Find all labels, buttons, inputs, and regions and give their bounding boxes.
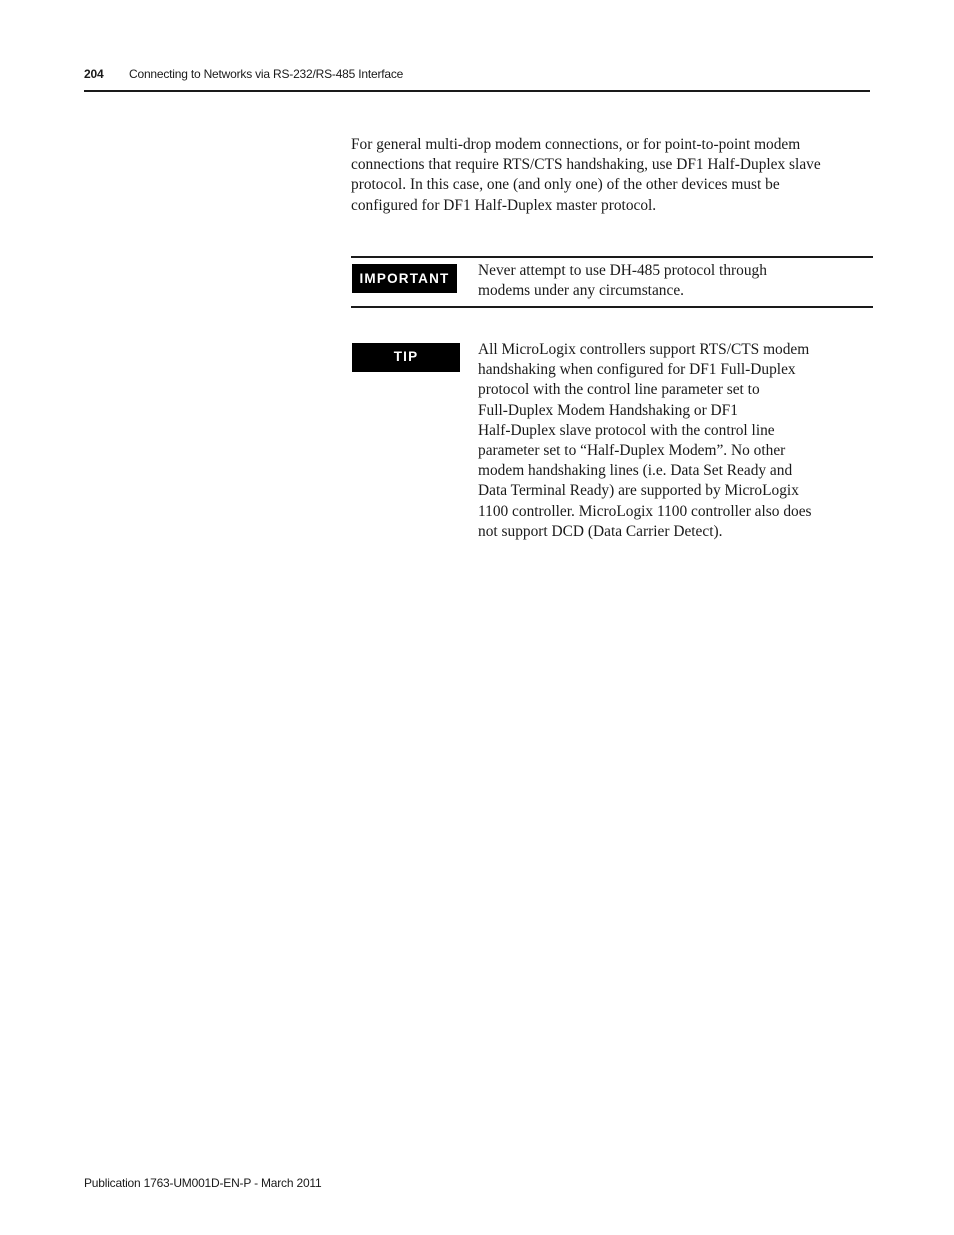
tip-line: not support DCD (Data Carrier Detect). [478, 522, 723, 540]
tip-line: 1100 controller. MicroLogix 1100 controller also does [478, 502, 812, 520]
intro-line: configured for DF1 Half-Duplex master protocol. [351, 196, 657, 214]
important-text [478, 261, 863, 301]
tip-label: TIP [352, 343, 460, 372]
intro-paragraph [351, 135, 871, 216]
tip-line: All MicroLogix controllers support RTS/CTS modem [478, 341, 810, 358]
page-number: 204 [84, 67, 104, 81]
important-label: IMPORTANT [352, 264, 457, 293]
page-footer: Publication 1763-UM001D-EN-P - March 2011 [84, 1176, 322, 1190]
tip-line: protocol with the control line parameter set to [478, 381, 760, 399]
intro-line: For general multi-drop modem connections, or for point-to-point modem [351, 136, 801, 153]
tip-line: Full-Duplex Modem Handshaking or DF1 [478, 401, 738, 419]
running-title: Connecting to Networks via RS-232/RS-485 Interface [129, 67, 404, 81]
tip-line: parameter set to “Half-Duplex Modem”. No other [478, 442, 786, 460]
important-callout [351, 256, 873, 308]
tip-line: Half-Duplex slave protocol with the control line [478, 421, 775, 439]
important-line: Never attempt to use DH-485 protocol through [478, 262, 767, 279]
tip-line: handshaking when configured for DF1 Full-Duplex [478, 361, 796, 379]
intro-line: protocol. In this case, one (and only one) of the other devices must be [351, 176, 780, 194]
page-header [84, 66, 870, 92]
tip-line: Data Terminal Ready) are supported by MicroLogix [478, 482, 799, 500]
intro-line: connections that require RTS/CTS handshaking, use DF1 Half-Duplex slave [351, 156, 821, 174]
important-line: modems under any circumstance. [478, 282, 684, 300]
tip-text [478, 340, 863, 542]
tip-line: modem handshaking lines (i.e. Data Set Ready and [478, 462, 793, 480]
